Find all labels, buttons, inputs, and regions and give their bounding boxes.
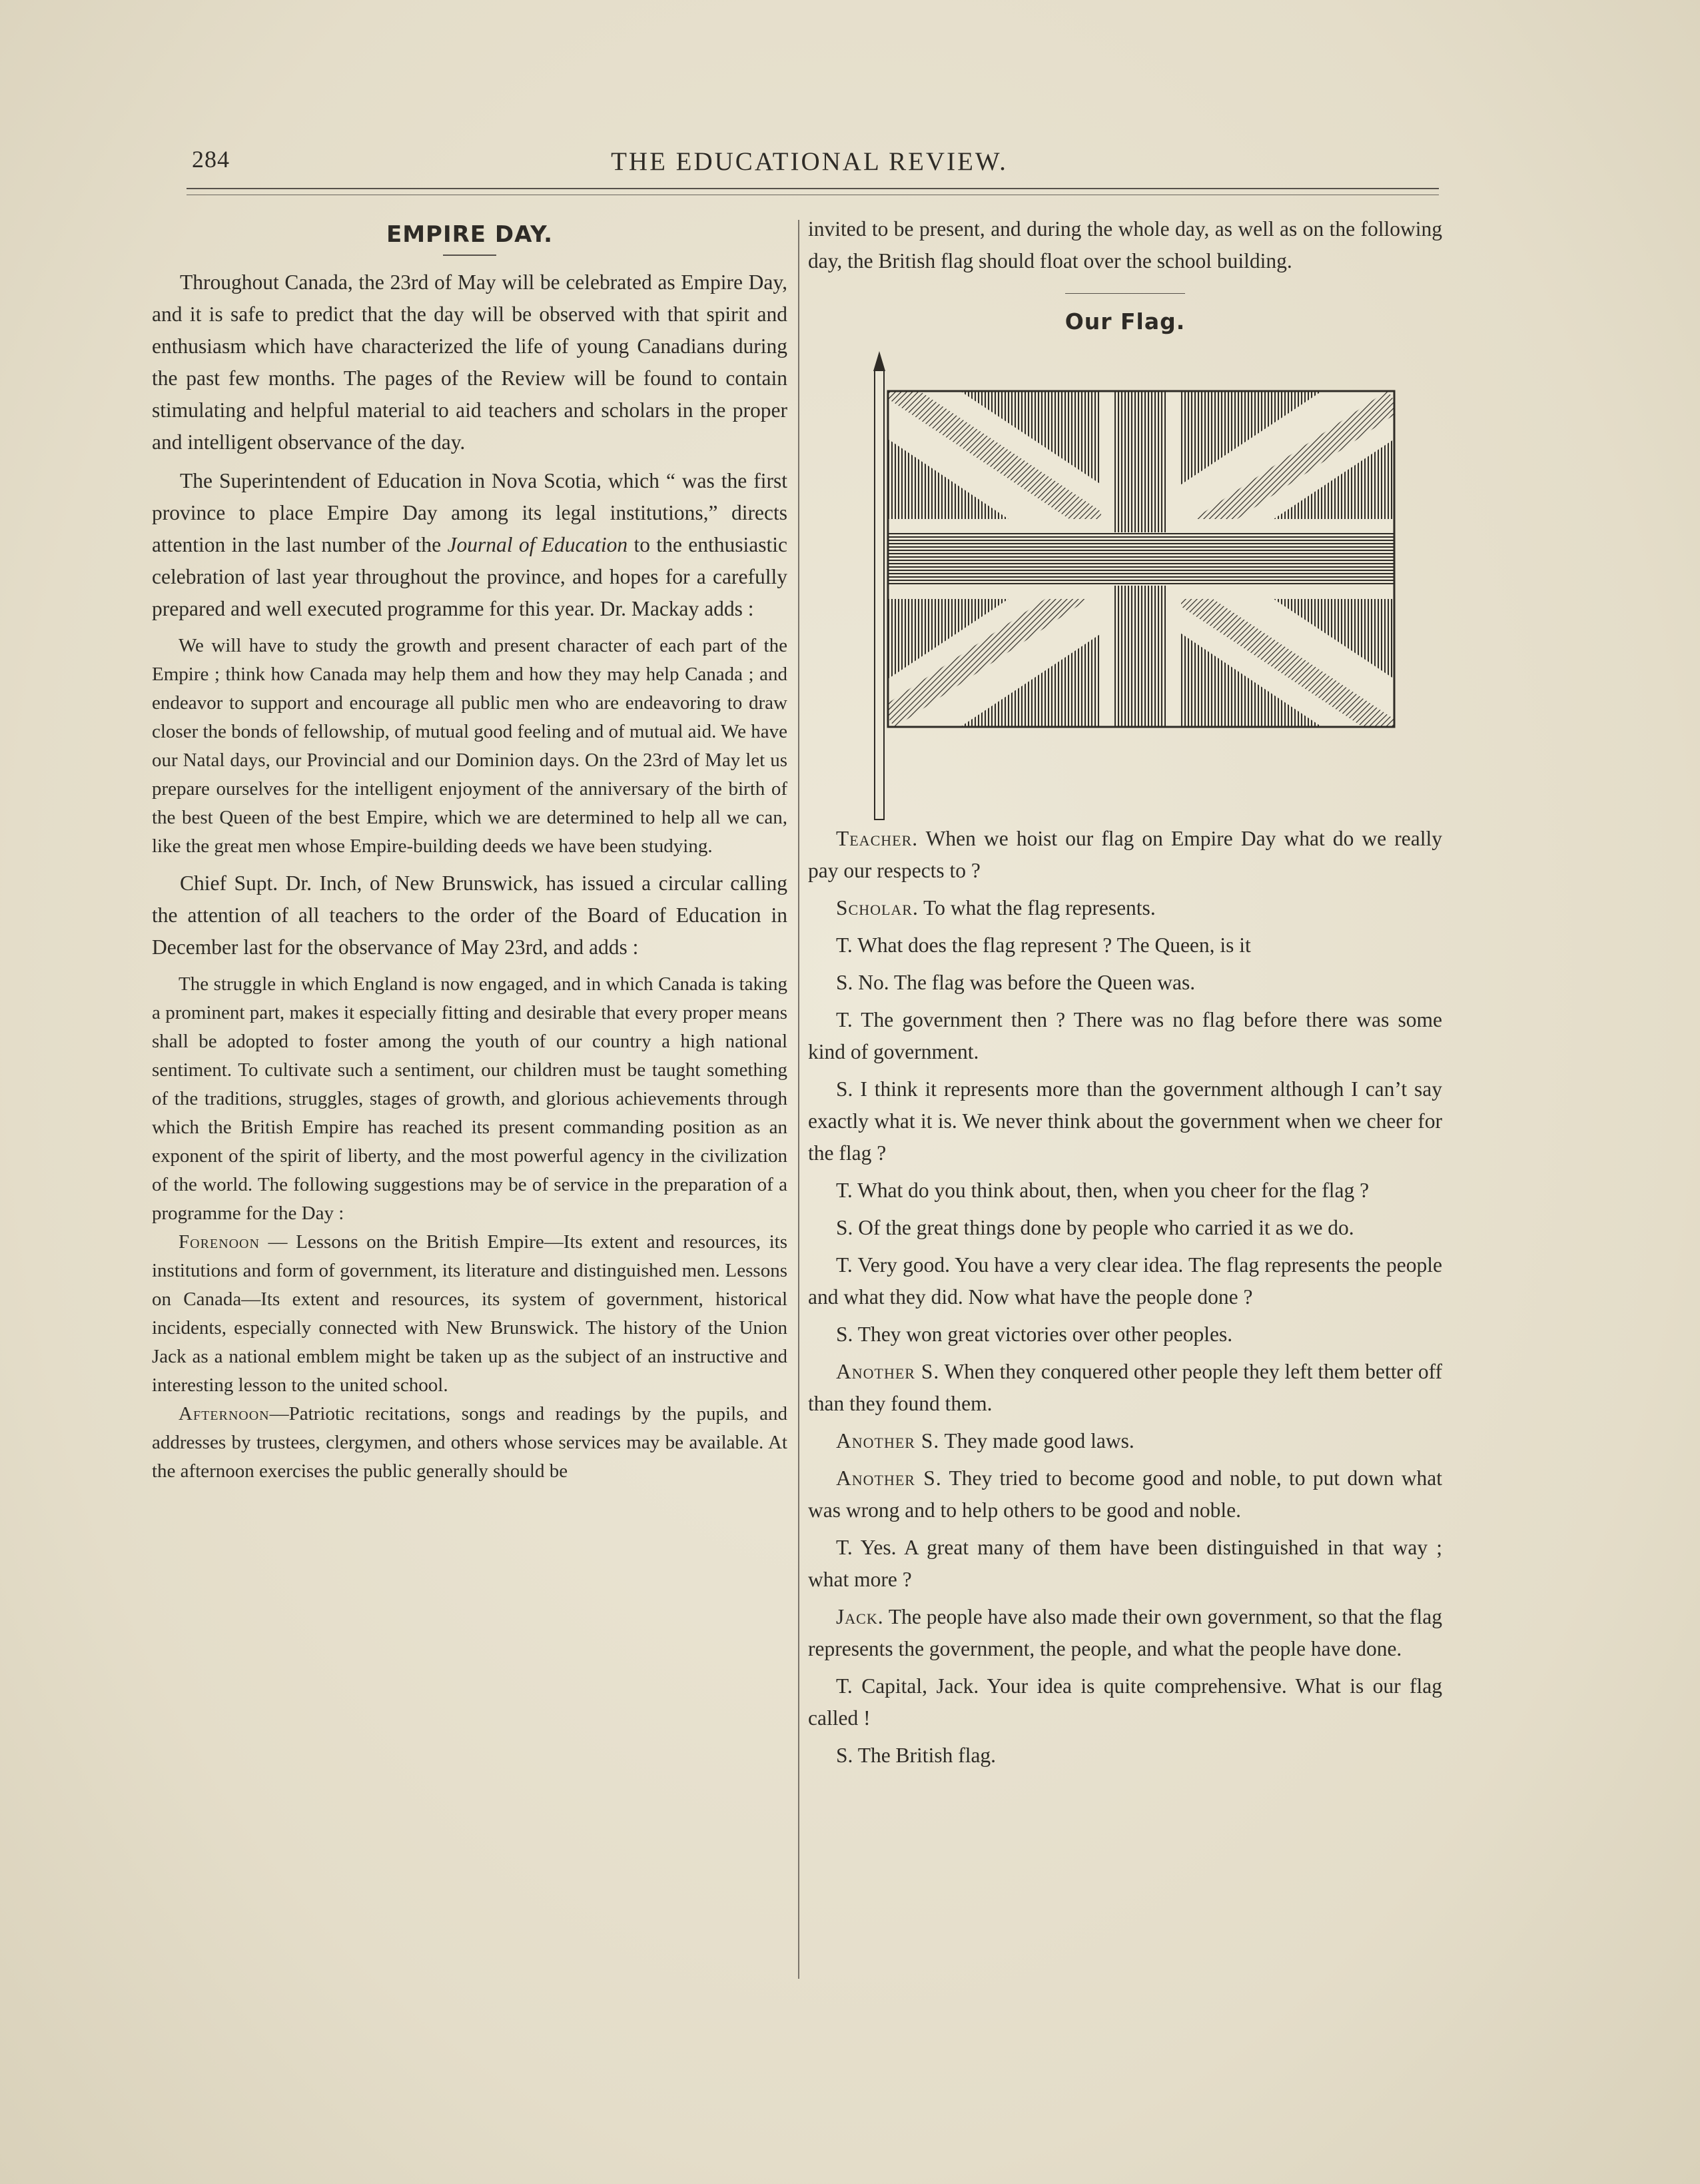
- paragraph-nova-scotia: [152, 465, 787, 625]
- quote-inch: [152, 970, 787, 1486]
- title-rule: [443, 255, 496, 256]
- speaker: Jack.: [836, 1605, 884, 1628]
- quote-text: The struggle in which England is now engaged, and in which Canada is taking a prominent part, makes it especially fitting and desirable that every proper means shall be adopted to foster among the youth of our country a high national sentiment. To cultivate such a sentiment, our children must be taught something of the traditions, struggles, stages of growth, and glorious achievements through which the British Empire has reached its present commanding position as an exponent of the spirit of liberty, and the most powerful agency in the civilization of the world. The following suggestions may be of service in the preparation of a programme for the Day :: [152, 973, 787, 1224]
- afternoon-label: Afternoon: [179, 1403, 270, 1424]
- line-text: Yes. A great many of them have been distinguished in that way ; what more ?: [808, 1536, 1442, 1591]
- forenoon-item: [152, 1228, 787, 1400]
- column-divider: [798, 220, 799, 1979]
- page-header: [180, 140, 1439, 180]
- dialogue-line: [808, 1073, 1442, 1169]
- left-column: [152, 213, 787, 1492]
- dialogue-line: [808, 1319, 1442, 1351]
- page-number: 284: [192, 146, 230, 173]
- line-text: They made good laws.: [939, 1429, 1134, 1452]
- quote-mackay: [152, 632, 787, 861]
- speaker: T.: [836, 1674, 853, 1698]
- line-text: To what the flag represents.: [918, 896, 1156, 919]
- paragraph-new-brunswick: Chief Supt. Dr. Inch, of New Brunswick, has issued a circular calling the attention of all teachers to the order of the Board of Education in December last for the observance of May 23rd, and adds :: [152, 871, 787, 959]
- dialogue-line: [808, 1462, 1442, 1526]
- continuation-text: invited to be present, and during the whole day, as well as on the following day, the British flag should float over the school building.: [808, 217, 1442, 273]
- line-text: The people have also made their own government, so that the flag represents the government, the people, and what the people have done.: [808, 1605, 1442, 1660]
- dialogue-line: [808, 967, 1442, 999]
- pole-finial: [873, 351, 885, 371]
- line-text: The government then ? There was no flag before there was some kind of government.: [808, 1008, 1442, 1063]
- line-text: What does the flag represent ? The Queen, is it: [852, 933, 1251, 957]
- dialogue-line: [808, 1601, 1442, 1665]
- speaker: T.: [836, 1536, 853, 1559]
- forenoon-label: Forenoon: [179, 1231, 260, 1253]
- text-run: The Superintendent of Education in Nova Scotia, which “ was the first province to place Empire Day among its legal institutions,” directs attention in the last number of the: [152, 469, 787, 556]
- speaker: Another S.: [836, 1360, 940, 1383]
- afternoon-text: —Patriotic recitations, songs and readings by the pupils, and addresses by trustees, clergymen, and others whose services may be available. At the afternoon exercises the public generally should be: [152, 1403, 787, 1482]
- line-text: No. The flag was before the Queen was.: [853, 971, 1196, 994]
- dialogue: [808, 823, 1442, 1772]
- speaker: S.: [836, 1744, 853, 1767]
- dialogue-line: [808, 929, 1442, 961]
- speaker: Another S.: [836, 1429, 940, 1452]
- line-text: Of the great things done by people who carried it as we do.: [853, 1216, 1354, 1239]
- subtitle-rule: [1065, 293, 1185, 294]
- paragraph-intro: Throughout Canada, the 23rd of May will be celebrated as Empire Day, and it is safe to predict that the day will be observed with that spirit and enthusiasm which have characterized the life of young Canadians during the past few months. The pages of the Review will be found to contain stimulating and helpful material to aid teachers and scholars in the proper and intelligent observance of the day.: [152, 271, 787, 454]
- line-text: What do you think about, then, when you cheer for the flag ?: [852, 1179, 1370, 1202]
- dialogue-line: [808, 1212, 1442, 1244]
- speaker: S.: [836, 971, 853, 994]
- speaker: T.: [836, 1008, 853, 1031]
- article-title: EMPIRE DAY.: [386, 221, 554, 248]
- speaker: Another S.: [836, 1466, 942, 1490]
- dialogue-line: [808, 1004, 1442, 1068]
- speaker: T.: [836, 1179, 853, 1202]
- afternoon-item: [152, 1400, 787, 1486]
- text-run: to the enthusiastic celebration of last year throughout the province, and hopes for a carefully prepared and well executed programme for this year. Dr. Mackay adds :: [152, 533, 787, 620]
- running-head: THE EDUCATIONAL REVIEW.: [611, 147, 1008, 176]
- speaker: T.: [836, 1253, 853, 1277]
- line-text: Very good. You have a very clear idea. The flag represents the people and what they did. Now what have the people done ?: [808, 1253, 1442, 1309]
- journal-title: Journal of Education: [447, 533, 628, 556]
- line-text: When we hoist our flag on Empire Day what do we really pay our respects to ?: [808, 827, 1442, 882]
- line-text: When they conquered other people they left them better off than they found them.: [808, 1360, 1442, 1415]
- line-text: They tried to become good and noble, to put down what was wrong and to help others to be good and noble.: [808, 1466, 1443, 1522]
- flag-illustration: [808, 343, 1442, 823]
- speaker: S.: [836, 1077, 853, 1101]
- dialogue-line: [808, 1670, 1442, 1734]
- union-jack-flag-drawing: [808, 343, 1442, 823]
- line-text: The British flag.: [853, 1744, 997, 1767]
- line-text: They won great victories over other peoples.: [853, 1323, 1233, 1346]
- speaker: Scholar.: [836, 896, 919, 919]
- dialogue-line: [808, 1175, 1442, 1207]
- right-column: [808, 213, 1442, 1777]
- line-text: Capital, Jack. Your idea is quite comprehensive. What is our flag called !: [808, 1674, 1442, 1730]
- dialogue-line: [808, 823, 1442, 887]
- dialogue-line: [808, 1532, 1442, 1596]
- forenoon-text: — Lessons on the British Empire—Its extent and resources, its institutions and form of government, its literature and distinguished men. Lessons on Canada—Its extent and resources, its system of government, historical incidents, especially connected with New Brunswick. The history of the Union Jack as a national emblem might be taken up as the subject of an instructive and interesting lesson to the united school.: [152, 1231, 787, 1396]
- line-text: I think it represents more than the government although I can’t say exactly what it is. We never think about the government when we cheer for the flag ?: [808, 1077, 1442, 1165]
- speaker: Teacher.: [836, 827, 919, 850]
- header-rule: [187, 188, 1439, 189]
- dialogue-line: [808, 1356, 1442, 1420]
- quote-text: We will have to study the growth and present character of each part of the Empire ; think how Canada may help them and how they may help Canada ; and endeavor to support and encourage all public men who are endeavoring to draw closer the bonds of fellowship, of mutual good feeling and of mutual aid. We have our Natal days, our Provincial and our Dominion days. On the 23rd of May let us prepare ourselves for the intelligent enjoyment of the anniversary of the birth of the best Queen of the best Empire, which we are determined to help all we can, like the great men whose Empire-building deeds we have been studying.: [152, 635, 787, 857]
- speaker: S.: [836, 1323, 853, 1346]
- subsection-title: Our Flag.: [1064, 308, 1186, 334]
- speaker: S.: [836, 1216, 853, 1239]
- dialogue-line: [808, 892, 1442, 924]
- speaker: T.: [836, 933, 853, 957]
- dialogue-line: [808, 1740, 1442, 1772]
- dialogue-line: [808, 1425, 1442, 1457]
- dialogue-line: [808, 1249, 1442, 1313]
- flag-pole: [875, 370, 884, 819]
